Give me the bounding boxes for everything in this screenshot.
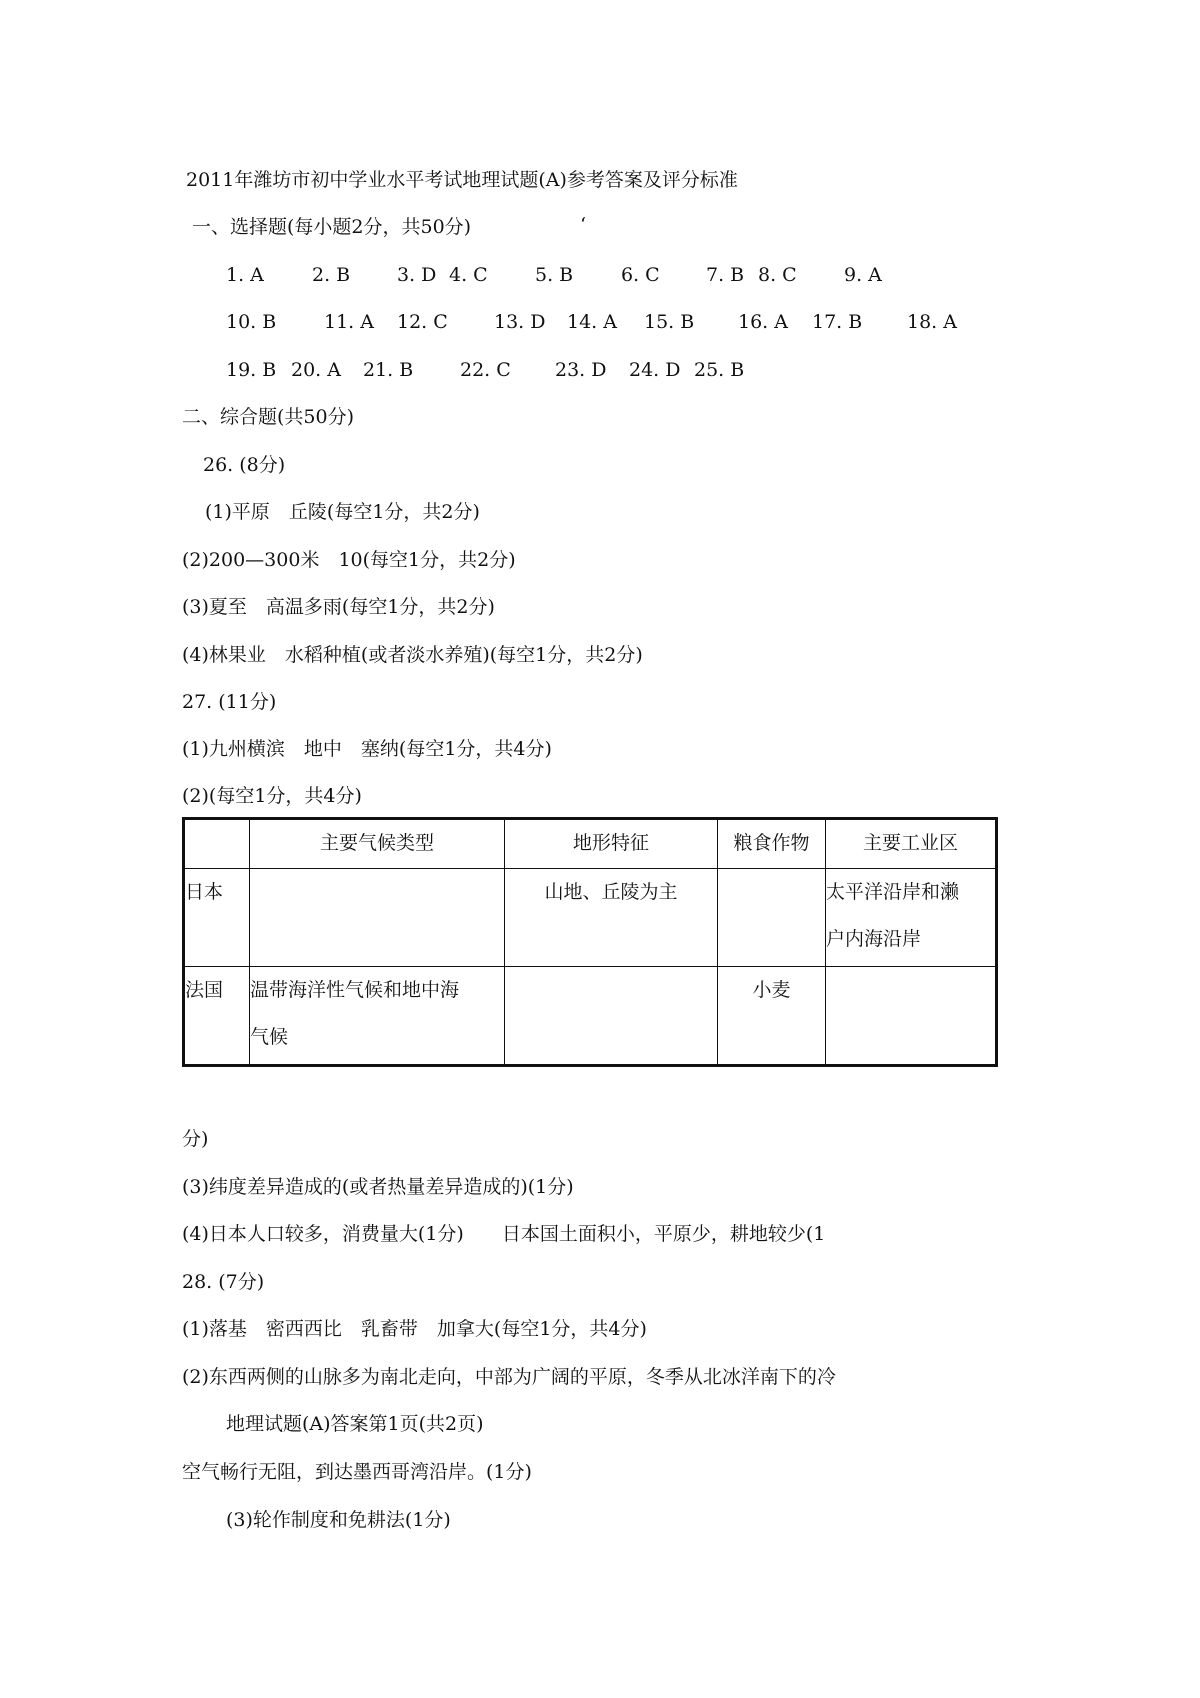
table-row [184,869,997,967]
choice-answer: 21. B [363,359,414,381]
comparison-table [182,817,998,1067]
section-heading-comprehensive: 二、综合题(共50分) [182,406,355,428]
table-cell-industry [826,869,997,967]
choice-answer: 10. B [226,311,277,333]
choice-answer: 5. B [535,264,574,286]
q26-item-4: (4)林果业 水稻种植(或者淡水养殖)(每空1分，共2分) [182,644,643,666]
table-cell-terrain [505,967,718,1066]
choice-answer: 13. D [494,311,546,333]
q26-label: 26. (8分) [203,454,286,476]
table-row [184,967,997,1066]
cell-line: 温带海洋性气候和地中海 [250,979,460,1001]
choice-answer: 15. B [644,311,695,333]
table-header-cell: 粮食作物 [718,819,826,869]
table-cell-country: 日本 [184,869,250,967]
q26-item-3: (3)夏至 高温多雨(每空1分，共2分) [182,596,495,618]
q26-item-1: (1)平原 丘陵(每空1分，共2分) [205,501,480,523]
choice-answer: 7. B [706,264,745,286]
choice-answer: 6. C [621,264,660,286]
choice-answer: 9. A [844,264,882,286]
stray-mark: ‘ [580,214,587,236]
cell-line: 太平洋沿岸和濑 [826,881,960,903]
page-title: 2011年潍坊市初中学业水平考试地理试题(A)参考答案及评分标准 [186,169,738,191]
choice-answer: 1. A [226,264,264,286]
q28-item-2: (2)东西两侧的山脉多为南北走向，中部为广阔的平原，冬季从北冰洋南下的冷 [182,1366,836,1388]
q28-item-1: (1)落基 密西西比 乳畜带 加拿大(每空1分，共4分) [182,1318,647,1340]
choice-answer: 20. A [291,359,341,381]
cell-line: 气候 [250,1026,289,1048]
table-cell-country: 法国 [184,967,250,1066]
q27-item-2: (2)(每空1分，共4分) [182,785,362,807]
q27-fragment: 分) [182,1128,209,1150]
table-header-cell: 地形特征 [505,819,718,869]
choice-answer: 4. C [449,264,488,286]
choice-answer: 2. B [312,264,351,286]
cell-line: 户内海沿岸 [826,928,922,950]
choice-answer: 22. C [460,359,511,381]
table-cell-crop: 小麦 [718,967,826,1066]
q28-item-2-continued: 空气畅行无阻，到达墨西哥湾沿岸。(1分) [182,1461,532,1483]
table-header-cell [184,819,250,869]
choice-answer: 19. B [226,359,277,381]
q27-item-1: (1)九州横滨 地中 塞纳(每空1分，共4分) [182,738,552,760]
table-cell-industry [826,967,997,1066]
choice-answer: 14. A [567,311,617,333]
choice-answer: 25. B [694,359,745,381]
page-footer: 地理试题(A)答案第1页(共2页) [226,1413,484,1435]
choice-answer: 8. C [758,264,797,286]
table-header-cell: 主要工业区 [826,819,997,869]
q26-item-2: (2)200—300米 10(每空1分，共2分) [182,549,516,571]
table-cell-terrain: 山地、丘陵为主 [505,869,718,967]
table-cell-climate [250,869,505,967]
choice-answer: 17. B [812,311,863,333]
choice-answer: 18. A [907,311,957,333]
choice-answer: 3. D [397,264,437,286]
choice-answer: 16. A [738,311,788,333]
table-cell-climate [250,967,505,1066]
q27-label: 27. (11分) [182,691,277,713]
q27-item-3: (3)纬度差异造成的(或者热量差异造成的)(1分) [182,1176,574,1198]
section-heading-choice: 一、选择题(每小题2分，共50分) [192,216,472,238]
q28-label: 28. (7分) [182,1271,265,1293]
table-header-cell: 主要气候类型 [250,819,505,869]
q27-item-4: (4)日本人口较多，消费量大(1分) 日本国土面积小，平原少，耕地较少(1 [182,1223,826,1245]
choice-answer: 24. D [629,359,681,381]
choice-answer: 11. A [324,311,374,333]
choice-answer: 12. C [397,311,448,333]
q28-item-3: (3)轮作制度和免耕法(1分) [226,1509,451,1531]
choice-answer: 23. D [555,359,607,381]
table-header-row [184,819,997,869]
table-cell-crop [718,869,826,967]
